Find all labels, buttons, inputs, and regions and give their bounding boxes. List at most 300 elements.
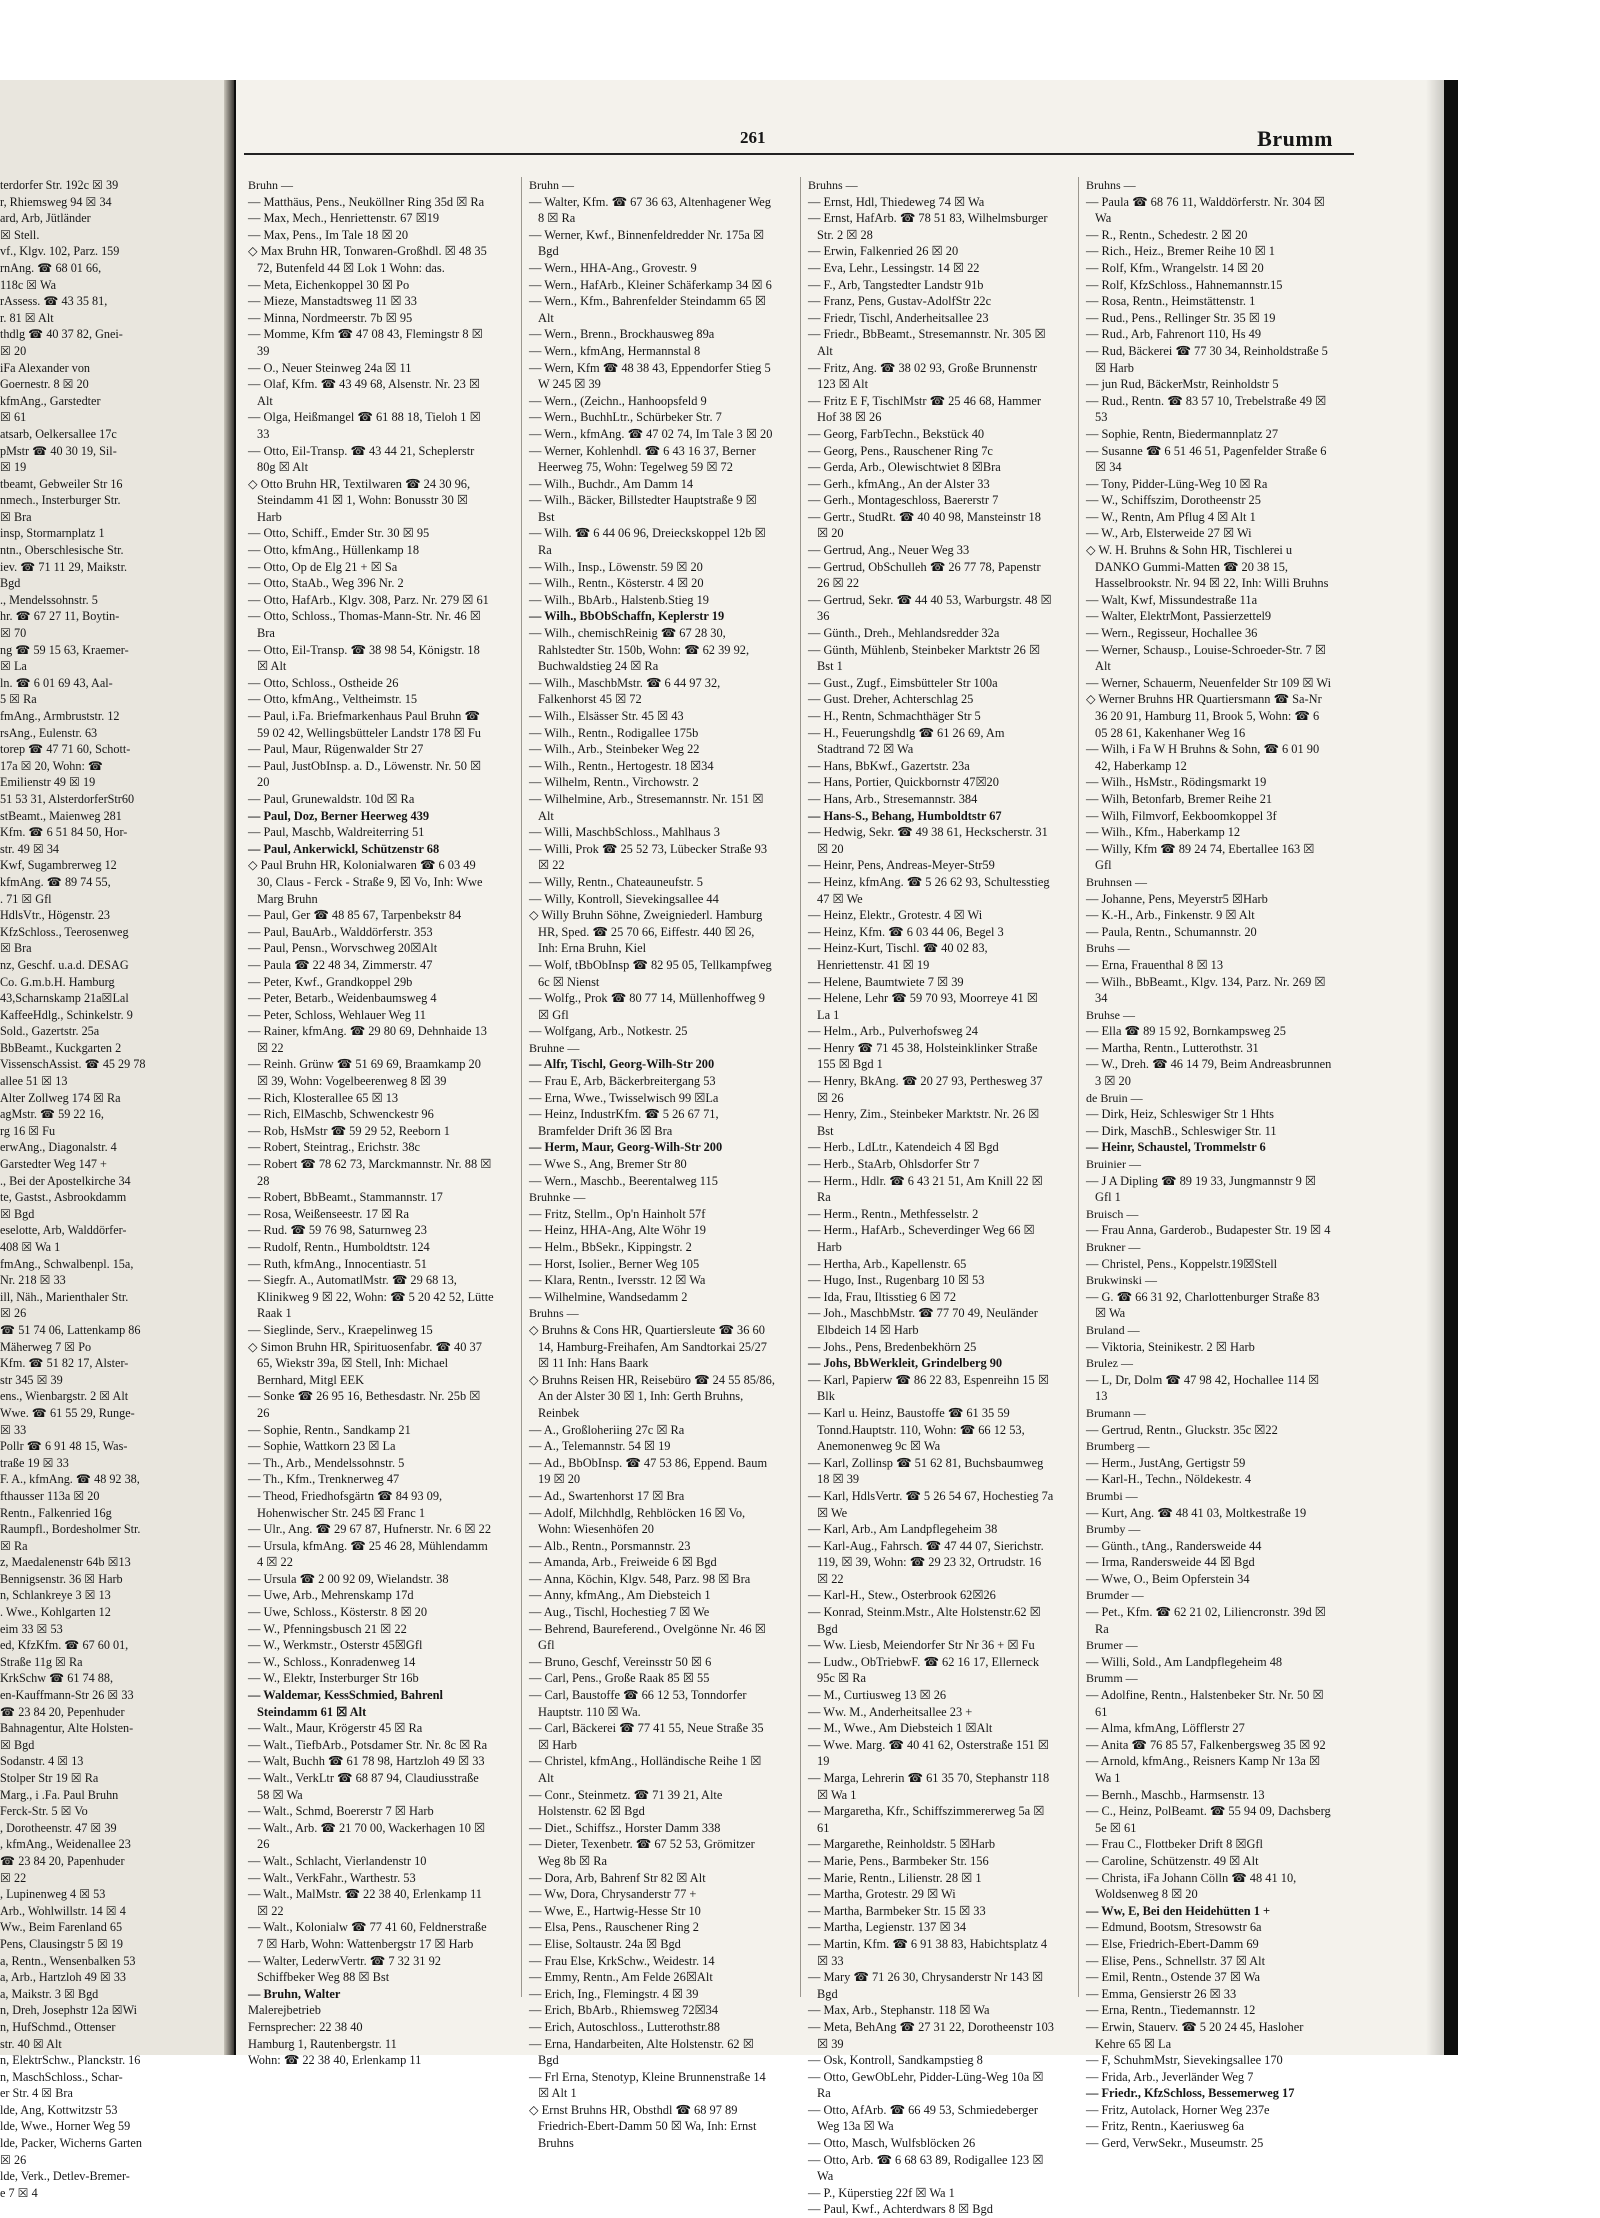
directory-entry: ◇ Ernst Bruhns HR, Obsthdl ☎ 68 97 89 Friedrich-Ebert-Damm 50 ☒ Wa, Inh: Ernst Bruhns — [529, 2102, 757, 2151]
directory-column-3 — [808, 177, 1054, 2218]
directory-entry: — Heinz, HHA-Ang, Alte Wöhr 19 — [529, 1223, 706, 1238]
directory-entry: — Karl-H., Stew., Osterbrook 62☒26 — [808, 1588, 996, 1603]
directory-entry: — Alma, kfmAng, Löfflerstr 27 — [1086, 1721, 1245, 1736]
directory-entry: torep ☎ 47 71 60, Schott- — [0, 742, 131, 757]
directory-entry: — H., Feuerungshdlg ☎ 61 26 69, Am Stadtrand 72 ☒ Wa — [808, 725, 1005, 757]
directory-entry: — Martin, Kfm. ☎ 6 91 38 83, Habichtsplatz 4 ☒ 33 — [808, 1936, 1048, 1968]
directory-entry: — Alb., Rentn., Porsmannstr. 23 — [529, 1538, 691, 1553]
directory-entry: nmech., Insterburger Str. — [0, 493, 121, 508]
directory-entry: — Werner, Schausp., Louise-Schroeder-Str. 7 ☒ Alt — [1086, 642, 1327, 674]
surname-heading: Brukwinski — — [1086, 1273, 1158, 1288]
directory-entry: — Th., Kfm., Trenknerweg 47 — [248, 1472, 400, 1487]
directory-entry: str. 49 ☒ 34 — [0, 841, 60, 856]
directory-entry: — Helene, Lehr ☎ 59 70 93, Moorreye 41 ☒ La 1 — [808, 991, 1038, 1022]
directory-entry: — Otto, StaAb., Weg 396 Nr. 2 — [248, 576, 404, 591]
directory-entry: — W., Werkmstr., Osterstr 45☒Gfl — [248, 1638, 423, 1653]
directory-entry: — Erna, Rentn., Tiedemannstr. 12 — [1086, 2003, 1256, 2018]
directory-entry: — Ida, Frau, Iltisstieg 6 ☒ 72 — [808, 1289, 957, 1304]
directory-entry: — Anita ☎ 76 85 57, Falkenbergsweg 35 ☒ 92 — [1086, 1737, 1326, 1752]
directory-entry: — Wilhelmine, Wandsedamm 2 — [529, 1289, 688, 1304]
surname-heading: Brumbi — — [1086, 1488, 1138, 1503]
directory-entry: — Wilhelm, Rentn., Virchowstr. 2 — [529, 775, 699, 790]
directory-entry: KaffeeHdlg., Schinkelstr. 9 — [0, 1007, 133, 1022]
directory-entry: e 7 ☒ 4 — [0, 2185, 38, 2200]
directory-entry: ◇ Willy Bruhn Söhne, Zweigniederl. Hamburg HR, Sped. ☎ 25 70 66, Eiffestr. 440 ☒ 26, Inh: Erna Bruhn, Kiel — [529, 908, 763, 956]
directory-entry: Stolper Str 19 ☒ Ra — [0, 1771, 99, 1785]
directory-entry: — Wilh., chemischReinig ☎ 67 28 30, Rahlstedter Str. 150b, Wohn: ☎ 62 39 92, Buchwaldstieg 24 ☒ Ra — [529, 626, 750, 674]
directory-entry: — Georg, Pens., Rauschener Ring 7c — [808, 443, 993, 458]
directory-entry: — Wern., kfmAng, Hermannstal 8 — [529, 343, 701, 358]
directory-entry: — Wolf, tBbObInsp ☎ 82 95 05, Tellkampfweg 6c ☒ Nienst — [529, 957, 772, 989]
directory-entry: — Max, Pens., Im Tale 18 ☒ 20 — [248, 227, 409, 242]
directory-entry: — Elise, Pens., Schnellstr. 37 ☒ Alt — [1086, 1953, 1266, 1968]
directory-entry: — Hans, Portier, Quickbornstr 47☒20 — [808, 775, 999, 790]
directory-entry: — Emil, Rentn., Ostende 37 ☒ Wa — [1086, 1970, 1261, 1985]
directory-entry: — Sieglinde, Serv., Kraepelinweg 15 — [248, 1322, 433, 1337]
directory-entry: Kwf, Sugambrerweg 12 — [0, 858, 117, 873]
directory-entry: — Herm, Maur, Georg-Wilh-Str 200 — [529, 1140, 723, 1155]
directory-entry: — Otto, Op de Elg 21 + ☒ Sa — [248, 559, 398, 574]
directory-entry: — Wilh., BbBeamt., Klgv. 134, Parz. Nr. 269 ☒ 34 — [1086, 974, 1326, 1006]
directory-entry: — Hedwig, Sekr. ☎ 49 38 61, Heckscherstr. 31 ☒ 20 — [808, 825, 1048, 856]
directory-entry: — Karl-H., Techn., Nöldekestr. 4 — [1086, 1472, 1252, 1487]
directory-entry: rsAng., Eulenstr. 63 — [0, 725, 98, 740]
directory-entry: HdlsVtr., Högenstr. 23 — [0, 908, 111, 923]
directory-entry: ., Bei der Apostelkirche 34 — [0, 1173, 131, 1188]
directory-entry: — Wern, Kfm ☎ 48 38 43, Eppendorfer Stieg 5 W 245 ☒ 39 — [529, 360, 771, 392]
directory-entry: iev. ☎ 71 11 29, Maikstr. — [0, 559, 128, 574]
directory-entry: — Carl, Bäckerei ☎ 77 41 55, Neue Straße 35 ☒ Harb — [529, 1721, 764, 1752]
directory-entry: — Günth, Mühlenb, Steinbeker Marktstr 26 ☒ Bst 1 — [808, 642, 1041, 674]
directory-entry: — Wwe. Marg. ☎ 40 41 62, Osterstraße 151 ☒ 19 — [808, 1737, 1049, 1769]
directory-entry: — Edmund, Bootsm, Stresowstr 6a — [1086, 1920, 1262, 1935]
surname-heading: Brumberg — — [1086, 1439, 1150, 1454]
directory-entry: fmAng., Schwalbenpl. 15a, — [0, 1256, 134, 1271]
directory-entry: — Wilh., Insp., Löwenstr. 59 ☒ 20 — [529, 559, 703, 574]
directory-entry: — Heinz, Kfm. ☎ 6 03 44 06, Begel 3 — [808, 924, 1004, 939]
directory-entry: — Martha, Legienstr. 137 ☒ 34 — [808, 1920, 967, 1935]
directory-entry: — Ursula ☎ 2 00 92 09, Wielandstr. 38 — [248, 1571, 449, 1586]
directory-entry: — Herm., JustAng, Gertigstr 59 — [1086, 1455, 1246, 1470]
directory-entry: — Paul, Maschb, Waldreiterring 51 — [248, 825, 425, 840]
directory-entry: ln. ☎ 6 01 69 43, Aal- — [0, 675, 113, 690]
directory-entry: — Walt., Schmd, Boererstr 7 ☒ Harb — [248, 1804, 434, 1819]
directory-entry: — Minna, Nordmeerstr. 7b ☒ 95 — [248, 310, 413, 325]
directory-entry: ☒ La — [0, 659, 27, 674]
directory-entry: tbeamt, Gebweiler Str 16 — [0, 476, 123, 491]
directory-entry: r. 81 ☒ Alt — [0, 310, 54, 325]
directory-entry: — Otto, HafArb., Klgv. 308, Parz. Nr. 279 ☒ 61 — [248, 592, 489, 607]
directory-entry: Garstedter Weg 147 + — [0, 1157, 107, 1172]
directory-entry: — Karl, HdlsVertr. ☎ 5 26 54 67, Hochestieg 7a ☒ We — [808, 1488, 1054, 1520]
directory-entry: — Heinz, Elektr., Grotestr. 4 ☒ Wi — [808, 908, 983, 923]
directory-entry: — Wern., Brenn., Brockhausweg 89a — [529, 327, 715, 342]
directory-entry: — Wilh., MaschbMstr. ☎ 6 44 97 32, Falkenhorst 45 ☒ 72 — [529, 675, 721, 707]
surname-heading: Brumer — — [1086, 1638, 1138, 1653]
directory-entry: — Karl-Aug., Fahrsch. ☎ 47 44 07, Sierichstr. 119, ☒ 39, Wohn: ☎ 29 23 32, Ortrudstr. 16 ☒ 22 — [808, 1538, 1044, 1586]
directory-entry: ☒ 22 — [0, 1870, 27, 1885]
surname-heading: Brumby — — [1086, 1522, 1141, 1537]
directory-entry: — Henry, Zim., Steinbeker Marktstr. Nr. 26 ☒ Bst — [808, 1107, 1040, 1138]
directory-entry: — Waldemar, KessSchmied, Bahrenl Steindamm 61 ☒ Alt — [248, 1688, 443, 1719]
directory-entry: — Paula ☎ 22 48 34, Zimmerstr. 47 — [248, 957, 433, 972]
surname-heading: Brukner — — [1086, 1240, 1141, 1254]
directory-entry: ☒ 20 — [0, 343, 27, 358]
directory-entry: . Wwe., Kohlgarten 12 — [0, 1605, 111, 1620]
directory-entry: ☒ 26 — [0, 1306, 27, 1321]
directory-entry: — Dirk, MaschB., Schleswiger Str. 11 — [1086, 1123, 1277, 1138]
directory-entry: — Reinh. Grünw ☎ 51 69 69, Braamkamp 20 ☒ 39, Wohn: Vogelbeerenweg 8 ☒ 39 — [248, 1057, 481, 1089]
directory-entry: — Frau Anna, Garderob., Budapester Str. 19 ☒ 4 — [1086, 1223, 1331, 1238]
directory-entry: — Rainer, kfmAng. ☎ 29 80 69, Dehnhaide 13 ☒ 22 — [248, 1024, 487, 1055]
directory-entry: — Matthäus, Pens., Neuköllner Ring 35d ☒ Ra — [248, 194, 485, 209]
directory-entry: — Frau C., Flottbeker Drift 8 ☒Gfl — [1086, 1837, 1263, 1852]
directory-entry: — Rud. ☎ 59 76 98, Saturnweg 23 — [248, 1223, 427, 1238]
directory-entry: — Otto, GewObLehr, Pidder-Lüng-Weg 10a ☒ Ra — [808, 2069, 1044, 2101]
directory-entry: Rentn., Falkenried 16g — [0, 1505, 112, 1520]
directory-entry: — Ulr., Ang. ☎ 29 67 87, Hufnerstr. Nr. 6 ☒ 22 — [248, 1522, 492, 1537]
directory-entry: z, Maedalenenstr 64b ☒13 — [0, 1555, 131, 1570]
directory-entry: — Walt., TiefbArb., Potsdamer Str. Nr. 8c ☒ Ra — [248, 1737, 488, 1752]
directory-entry: lde, Wwe., Horner Weg 59 — [0, 2119, 131, 2134]
directory-entry: — Günth., tAng., Randersweide 44 — [1086, 1538, 1262, 1553]
directory-entry: — Diet., Schiffsz., Horster Damm 338 — [529, 1820, 721, 1835]
directory-entry: Fernsprecher: 22 38 40 — [248, 2019, 363, 2034]
directory-entry: — Herm., Hdlr. ☎ 6 43 21 51, Am Knill 22 ☒ Ra — [808, 1173, 1043, 1205]
directory-entry: — Ww, Dora, Chrysanderstr 77 + — [529, 1887, 697, 1902]
directory-entry: — Georg, FarbTechn., Bekstück 40 — [808, 426, 985, 441]
directory-entry: Kfm. ☎ 51 82 17, Alster- — [0, 1356, 129, 1371]
directory-entry: — Robert, Steintrag., Erichstr. 38c — [248, 1140, 421, 1155]
directory-entry: — Marga, Lehrerin ☎ 61 35 70, Stephanstr 118 ☒ Wa 1 — [808, 1771, 1050, 1802]
directory-entry: — Frau Else, KrkSchw., Weidestr. 14 — [529, 1953, 715, 1968]
directory-entry: — L, Dr, Dolm ☎ 47 98 42, Hochallee 114 ☒ 13 — [1086, 1372, 1320, 1404]
directory-entry: — Paul, Kwf., Achterdwars 8 ☒ Bgd — [808, 2202, 993, 2217]
directory-entry: — Momme, Kfm ☎ 47 08 43, Flemingstr 8 ☒ 39 — [248, 327, 483, 358]
directory-entry: — Fritz, Ang. ☎ 38 02 93, Große Brunnenstr 123 ☒ Alt — [808, 360, 1038, 392]
directory-entry: — Wern., (Zeichn., Hanhoopsfeld 9 — [529, 393, 707, 408]
surname-heading: Bruhne — — [529, 1040, 580, 1055]
directory-entry: — Rud., Arb, Fahrenort 110, Hs 49 — [1086, 327, 1262, 342]
directory-entry: — Friedr, Tischl, Anderheitsallee 23 — [808, 310, 989, 325]
directory-entry: ◇ Simon Bruhn HR, Spirituosenfabr. ☎ 40 37 65, Wiekstr 39a, ☒ Stell, Inh: Michael Bernhard, Mitgl EEK — [248, 1339, 482, 1387]
directory-entry: — Otto, kfmAng., Hüllenkamp 18 — [248, 543, 420, 558]
directory-entry: — Otto, Schloss., Thomas-Mann-Str. Nr. 46 ☒ Bra — [248, 609, 481, 641]
directory-entry: — Walt., Arb. ☎ 21 70 00, Wackerhagen 10 ☒ 26 — [248, 1820, 486, 1852]
directory-entry: — Carl, Baustoffe ☎ 66 12 53, Tonndorfer Hauptstr. 110 ☒ Wa. — [529, 1688, 747, 1719]
directory-entry: — Paul, Maur, Rügenwalder Str 27 — [248, 742, 424, 757]
directory-column-2 — [529, 177, 775, 2152]
directory-entry: — Otto, Arb. ☎ 6 68 63 89, Rodigallee 123 ☒ Wa — [808, 2152, 1044, 2184]
directory-entry: — Martha, Barmbeker Str. 15 ☒ 33 — [808, 1903, 986, 1918]
directory-entry: — J A Dipling ☎ 89 19 33, Jungmannstr 9 ☒ Gfl 1 — [1086, 1173, 1316, 1205]
directory-entry: — Eva, Lehr., Lessingstr. 14 ☒ 22 — [808, 260, 980, 275]
directory-entry: KrkSchw ☎ 61 74 88, — [0, 1671, 114, 1686]
directory-entry: iFa Alexander von — [0, 360, 91, 375]
directory-entry: — Ella ☎ 89 15 92, Bornkampsweg 25 — [1086, 1024, 1286, 1039]
directory-entry: — Elsa, Pens., Rauschener Ring 2 — [529, 1920, 700, 1935]
directory-entry: — Gertr., StudRt. ☎ 40 40 98, Mansteinstr 18 ☒ 20 — [808, 509, 1041, 541]
directory-entry: — Rob, HsMstr ☎ 59 29 52, Reeborn 1 — [248, 1123, 450, 1138]
directory-entry: — Hans, BbKwf., Gazertstr. 23a — [808, 758, 970, 773]
directory-entry: — Christa, iFa Johann Cölln ☎ 48 41 10, Woldsenweg 8 ☒ 20 — [1086, 1870, 1297, 1902]
column-divider — [1078, 177, 1079, 1997]
surname-heading: Bruinier — — [1086, 1157, 1141, 1172]
directory-entry: n, Dreh, Josephstr 12a ☒Wi — [0, 2003, 138, 2018]
directory-entry: — Wern., HafArb., Kleiner Schäferkamp 34 ☒ 6 — [529, 277, 772, 292]
directory-entry: Bgd — [0, 576, 21, 591]
directory-entry: — Ad., BbObInsp. ☎ 47 53 86, Eppend. Baum 19 ☒ 20 — [529, 1455, 768, 1487]
directory-entry: — Heinr, Pens, Andreas-Meyer-Str59 — [808, 858, 995, 873]
surname-heading: Bruhse — — [1086, 1007, 1135, 1022]
directory-entry: — Osk, Kontroll, Sandkampstieg 8 — [808, 2053, 983, 2068]
directory-entry: — Heinz, kfmAng. ☎ 5 26 62 93, Schultesstieg 47 ☒ We — [808, 874, 1050, 906]
directory-entry: — Caroline, Schützenstr. 49 ☒ Alt — [1086, 1853, 1259, 1868]
directory-entry: Bahnagentur, Alte Holsten- — [0, 1721, 134, 1736]
directory-entry: — Otto, Eil-Transp. ☎ 38 98 54, Königstr. 18 ☒ Alt — [248, 642, 480, 674]
directory-entry: r, Rhiemsweg 94 ☒ 34 — [0, 194, 112, 209]
surname-heading: Bruhnsen — — [1086, 874, 1147, 889]
directory-entry: — Erich, BbArb., Rhiemsweg 72☒34 — [529, 2003, 719, 2018]
directory-entry: — Ww. Liesb, Meiendorfer Str Nr 36 + ☒ Fu — [808, 1638, 1035, 1653]
directory-entry: — Karl, Arb., Am Landpflegeheim 38 — [808, 1522, 998, 1537]
directory-entry: a, Rentn., Wensenbalken 53 — [0, 1953, 136, 1968]
directory-entry: — Heinr, Schaustel, Trommelstr 6 — [1086, 1140, 1266, 1155]
directory-entry: — Erna, Handarbeiten, Alte Holstenstr. 62 ☒ Bgd — [529, 2036, 754, 2068]
directory-entry: — Paula ☎ 68 76 11, Walddörferstr. Nr. 304 ☒ Wa — [1086, 194, 1325, 226]
book-gutter — [224, 80, 234, 2055]
directory-entry: lde, Ang, Kottwitzstr 53 — [0, 2102, 118, 2117]
directory-entry: — Gerd, VerwSekr., Museumstr. 25 — [1086, 2136, 1264, 2151]
directory-entry: — Helene, Baumtwiete 7 ☒ 39 — [808, 974, 964, 989]
directory-entry: — Friedr., KfzSchloss, Bessemerweg 17 — [1086, 2086, 1295, 2101]
directory-entry: — Gertrud, Ang., Neuer Weg 33 — [808, 543, 970, 558]
directory-entry: n, MaschSchloss., Schar- — [0, 2069, 123, 2084]
surname-heading: Brumann — — [1086, 1405, 1146, 1420]
directory-entry: — Erwin, Stauerv. ☎ 5 20 24 45, Hasloher Kehre 65 ☒ La — [1086, 2019, 1304, 2051]
directory-entry: — Walt., Maur, Krögerstr 45 ☒ Ra — [248, 1721, 423, 1736]
directory-entry: — Herm., HafArb., Scheverdinger Weg 66 ☒ Harb — [808, 1223, 1035, 1254]
directory-entry: — Wilh., Kfm., Haberkamp 12 — [1086, 825, 1241, 840]
directory-entry: — Frau E, Arb, Bäckerbreitergang 53 — [529, 1074, 716, 1089]
directory-entry: — Henry ☎ 71 45 38, Holsteinklinker Straße 155 ☒ Bgd 1 — [808, 1040, 1038, 1072]
directory-entry: — Herb., LdLtr., Katendeich 4 ☒ Bgd — [808, 1140, 999, 1155]
directory-entry: — Alfr, Tischl, Georg-Wilh-Str 200 — [529, 1057, 715, 1072]
directory-entry: — Anny, kfmAng., Am Diebsteich 1 — [529, 1588, 711, 1603]
directory-entry: — Wilh., Arb., Steinbeker Weg 22 — [529, 742, 700, 757]
directory-entry: — Peter, Schloss, Wehlauer Weg 11 — [248, 1007, 426, 1022]
directory-entry: — Gerh., Montageschloss, Baererstr 7 — [808, 493, 999, 508]
directory-entry: — G. ☎ 66 31 92, Charlottenburger Straße 83 ☒ Wa — [1086, 1289, 1320, 1321]
directory-entry: — Mieze, Manstadtsweg 11 ☒ 33 — [248, 294, 417, 309]
directory-entry: — Paul, Grunewaldstr. 10d ☒ Ra — [248, 791, 415, 806]
directory-entry: — Wilh, i Fa W H Bruhns & Sohn, ☎ 6 01 90 42, Haberkamp 12 — [1086, 742, 1320, 773]
directory-entry: — Fritz, Stellm., Op'n Hainholt 57f — [529, 1206, 706, 1221]
directory-entry: — Th., Arb., Mendelssohnstr. 5 — [248, 1455, 405, 1470]
directory-entry: — Behrend, Baureferend., Ovelgönne Nr. 46 ☒ Gfl — [529, 1621, 766, 1653]
directory-entry: , Dorotheenstr. 47 ☒ 39 — [0, 1820, 117, 1835]
directory-entry: a, Arb., Hartzloh 49 ☒ 33 — [0, 1970, 127, 1985]
directory-entry: — Willy, Rentn., Chateauneufstr. 5 — [529, 874, 703, 889]
directory-entry: lde, Packer, Wicherns Garten — [0, 2136, 142, 2151]
directory-entry: — Kurt, Ang. ☎ 48 41 03, Moltkestraße 19 — [1086, 1505, 1307, 1520]
directory-entry: 43,Scharnskamp 21a☒Lal — [0, 991, 129, 1006]
directory-entry: . 71 ☒ Gfl — [0, 891, 52, 906]
directory-entry: — Wilh., BbObSchaffn, Keplerstr 19 — [529, 609, 725, 624]
directory-entry: Ferck-Str. 5 ☒ Vo — [0, 1804, 88, 1819]
directory-entry: — Bruhn, Walter — [248, 1986, 341, 2001]
directory-entry: er Str. 4 ☒ Bra — [0, 2086, 73, 2101]
directory-entry: — Walt., MalMstr. ☎ 22 38 40, Erlenkamp 11 ☒ 22 — [248, 1887, 483, 1918]
directory-column-1 — [248, 177, 494, 2069]
directory-entry: — Rud., Pens., Rellinger Str. 35 ☒ 19 — [1086, 310, 1276, 325]
directory-entry: n, Schlankreye 3 ☒ 13 — [0, 1588, 111, 1603]
directory-entry: — W., Schiffszim, Dorotheenstr 25 — [1086, 493, 1261, 508]
directory-entry: — Franz, Pens, Gustav-AdolfStr 22c — [808, 294, 992, 309]
directory-entry: — Arnold, kfmAng., Reisners Kamp Nr 13a ☒ Wa 1 — [1086, 1754, 1321, 1785]
directory-entry: — Christel, kfmAng., Holländische Reihe 1 ☒ Alt — [529, 1754, 762, 1785]
directory-entry: — Ruth, kfmAng., Innocentiastr. 51 — [248, 1256, 427, 1271]
directory-entry: VissenschAssist. ☎ 45 29 78 — [0, 1057, 146, 1072]
directory-entry: — Dieter, Texenbetr. ☎ 67 52 53, Grömitzer Weg 8b ☒ Ra — [529, 1837, 755, 1868]
directory-entry: — Marie, Pens., Barmbeker Str. 156 — [808, 1853, 989, 1868]
directory-entry: ☎ 23 84 20, Pepenhuder — [0, 1704, 125, 1719]
directory-entry: Wohn: ☎ 22 38 40, Erlenkamp 11 — [248, 2053, 422, 2068]
directory-entry: insp, Stormarnplatz 1 — [0, 526, 105, 541]
surname-heading: de Bruin — — [1086, 1090, 1143, 1105]
directory-entry: — Adolfine, Rentn., Halstenbeker Str. Nr. 50 ☒ 61 — [1086, 1688, 1324, 1719]
directory-entry: — Elise, Soltaustr. 24a ☒ Bgd — [529, 1936, 681, 1951]
directory-entry: kfmAng. ☎ 89 74 55, — [0, 874, 111, 889]
directory-entry: Kfm. ☎ 6 51 84 50, Hor- — [0, 825, 128, 840]
directory-entry: — Otto, Eil-Transp. ☎ 43 44 21, Scheplerstr 80g ☒ Alt — [248, 443, 475, 475]
directory-entry: 5 ☒ Ra — [0, 692, 37, 707]
directory-entry: — Conr., Steinmetz. ☎ 71 39 21, Alte Holstenstr. 62 ☒ Bgd — [529, 1787, 723, 1819]
directory-entry: Ww., Beim Farenland 65 — [0, 1920, 123, 1935]
directory-entry: — Otto, Schloss., Ostheide 26 — [248, 675, 399, 690]
directory-entry: — Wilh, Betonfarb, Bremer Reihe 21 — [1086, 791, 1273, 806]
directory-entry: — Johs., Pens, Bredenbekhörn 25 — [808, 1339, 977, 1354]
surname-heading: Brulez — — [1086, 1356, 1133, 1371]
directory-entry: ☒ 26 — [0, 2152, 27, 2167]
directory-entry: — Wern., kfmAng. ☎ 47 02 74, Im Tale 3 ☒ 20 — [529, 426, 773, 441]
directory-entry: ☒ 19 — [0, 460, 27, 475]
directory-entry: — Wilh., Buchdr., Am Damm 14 — [529, 476, 694, 491]
directory-entry: Mäherweg 7 ☒ Po — [0, 1339, 92, 1354]
directory-entry: — Rud, Bäckerei ☎ 77 30 34, Reinholdstraße 5 ☒ Harb — [1086, 343, 1328, 375]
surname-heading: Bruhnke — — [529, 1190, 586, 1205]
directory-entry: — Wern., Maschb., Beerentalweg 115 — [529, 1173, 718, 1188]
directory-entry: n, HufSchmd., Ottenser — [0, 2019, 116, 2034]
directory-entry: — Peter, Betarb., Weidenbaumsweg 4 — [248, 991, 437, 1006]
directory-entry: — Sophie, Wattkorn 23 ☒ La — [248, 1439, 396, 1454]
directory-entry: — Emmy, Rentn., Am Felde 26☒Alt — [529, 1970, 713, 1985]
surname-heading: Bruhns — — [529, 1306, 579, 1321]
header-rule — [244, 153, 1354, 155]
directory-entry: — Pet., Kfm. ☎ 62 21 02, Liliencronstr. 39d ☒ Ra — [1086, 1605, 1326, 1636]
directory-entry: str. 40 ☒ Alt — [0, 2036, 62, 2051]
directory-entry: — Christel, Pens., Koppelstr.19☒Stell — [1086, 1256, 1278, 1271]
directory-entry: — Sophie, Rentn., Sandkamp 21 — [248, 1422, 411, 1437]
directory-entry: ◇ Bruhns & Cons HR, Quartiersleute ☎ 36 60 14, Hamburg-Freihafen, Am Sandtorkai 25/27 ☒ 11 Inh: Hans Baark — [529, 1322, 767, 1371]
directory-entry: — Rud., Rentn. ☎ 83 57 10, Trebelstraße 49 ☒ 53 — [1086, 393, 1327, 425]
directory-entry: — Rich, ElMaschb, Schwenckestr 96 — [248, 1107, 434, 1122]
directory-entry: ed, KfzKfm. ☎ 67 60 01, — [0, 1638, 129, 1653]
directory-entry: thdlg ☎ 40 37 82, Gnei- — [0, 327, 123, 342]
directory-entry: 118c ☒ Wa — [0, 277, 56, 292]
directory-entry: ◇ Otto Bruhn HR, Textilwaren ☎ 24 30 96, Steindamm 41 ☒ 1, Wohn: Bonusstr 30 ☒ Harb — [248, 476, 471, 524]
directory-entry: — Willy, Kontroll, Sievekingsallee 44 — [529, 891, 719, 906]
directory-entry: — Siegfr. A., AutomatlMstr. ☎ 29 68 13, Klinikweg 9 ☒ 22, Wohn: ☎ 5 20 42 52, Lütte Raak 1 — [248, 1273, 494, 1321]
directory-entry: — Walt., VerkLtr ☎ 68 87 94, Claudiusstraße 58 ☒ Wa — [248, 1771, 479, 1802]
directory-entry: — Rolf, KfzSchloss., Hahnemannstr.15 — [1086, 277, 1283, 292]
directory-entry: — W., Pfenningsbusch 21 ☒ 22 — [248, 1621, 407, 1636]
directory-entry: Co. G.m.b.H. Hamburg — [0, 974, 115, 989]
directory-entry: — Helm., BbSekr., Kippingstr. 2 — [529, 1240, 692, 1254]
directory-entry: — Hans-S., Behang, Humboldtstr 67 — [808, 808, 1002, 823]
directory-entry: — Meta, Eichenkoppel 30 ☒ Po — [248, 277, 410, 292]
directory-entry: — M., Wwe., Am Diebsteich 1 ☒Alt — [808, 1721, 993, 1736]
directory-entry: kfmAng., Garstedter — [0, 393, 101, 408]
surname-heading: Bruhs — — [1086, 941, 1130, 956]
directory-entry: — Wern., BuchhLtr., Schürbeker Str. 7 — [529, 410, 722, 425]
directory-entry: — Rich., Heiz., Bremer Reihe 10 ☒ 1 — [1086, 244, 1276, 259]
surname-heading: Brumder — — [1086, 1588, 1144, 1603]
directory-entry: agMstr. ☎ 59 22 16, — [0, 1107, 104, 1122]
surname-heading: Brumm — — [1086, 1671, 1138, 1686]
directory-entry: — Johanne, Pens, Meyerstr5 ☒Harb — [1086, 891, 1268, 906]
directory-entry: — Wilh., Rentn., Hertogestr. 18 ☒34 — [529, 758, 714, 773]
directory-entry: — Robert, BbBeamt., Stammannstr. 17 — [248, 1190, 443, 1205]
directory-entry: — Johs, BbWerkleit, Grindelberg 90 — [808, 1356, 1003, 1371]
surname-heading: Bruland — — [1086, 1322, 1140, 1337]
surname-heading: Bruisch — — [1086, 1206, 1139, 1221]
directory-entry: ☒ Stell. — [0, 227, 40, 242]
directory-entry: — Günth., Dreh., Mehlandsredder 32a — [808, 626, 1000, 641]
page-number: 261 — [740, 128, 766, 147]
directory-entry: — Otto, AfArb. ☎ 66 49 53, Schmiedeberger Weg 13a ☒ Wa — [808, 2102, 1038, 2134]
directory-entry: — Wolfg., Prok ☎ 80 77 14, Müllenhoffweg 9 ☒ Gfl — [529, 991, 765, 1022]
directory-entry: — K.-H., Arb., Finkenstr. 9 ☒ Alt — [1086, 908, 1255, 923]
directory-entry: — Hertha, Arb., Kapellenstr. 65 — [808, 1256, 967, 1271]
directory-entry: Alter Zollweg 174 ☒ Ra — [0, 1090, 121, 1105]
directory-entry: — Gerh., kfmAng., An der Alster 33 — [808, 476, 990, 491]
directory-entry: — Viktoria, Steinikestr. 2 ☒ Harb — [1086, 1339, 1255, 1354]
directory-entry: — jun Rud, BäckerMstr, Reinholdstr 5 — [1086, 377, 1279, 392]
directory-entry: — Wern., Regisseur, Hochallee 36 — [1086, 626, 1258, 641]
directory-entry: — Aug., Tischl, Hochestieg 7 ☒ We — [529, 1605, 710, 1620]
directory-entry: ☎ 51 74 06, Lattenkamp 86 — [0, 1322, 141, 1337]
directory-entry: — Adolf, Milchhdlg, Rehblöcken 16 ☒ Vo, Wohn: Wiesenhöfen 20 — [529, 1505, 746, 1537]
directory-entry: — F., Arb, Tangstedter Landstr 91b — [808, 277, 984, 292]
directory-entry: — Otto, Schiff., Emder Str. 30 ☒ 95 — [248, 526, 430, 541]
directory-entry: — Karl u. Heinz, Baustoffe ☎ 61 35 59 Tonnd.Hauptstr. 110, Wohn: ☎ 66 12 53, Anemonenweg 9c ☒ Wa — [808, 1405, 1025, 1454]
directory-entry: — Wern., HHA-Ang., Grovestr. 9 — [529, 260, 697, 275]
directory-entry: 17a ☒ 20, Wohn: ☎ — [0, 758, 104, 773]
surname-heading: Bruhns — — [1086, 178, 1136, 192]
left-page-fragment — [0, 80, 232, 2200]
directory-entry: — Hans, Arb., Stresemannstr. 384 — [808, 791, 978, 806]
directory-entry: — Meta, BehAng ☎ 27 31 22, Dorotheenstr 103 ☒ 39 — [808, 2019, 1055, 2051]
directory-entry: — Werner, Kohlenhdl. ☎ 6 43 16 37, Berner Heerweg 75, Wohn: Tegelweg 59 ☒ 72 — [529, 443, 756, 475]
directory-entry: — Bernh., Maschb., Harmsenstr. 13 — [1086, 1787, 1265, 1802]
directory-entry: ☒ 33 — [0, 1422, 27, 1437]
directory-entry: — Otto, Masch, Wulfsblöcken 26 — [808, 2136, 976, 2151]
directory-entry: atsarb, Oelkersallee 17c — [0, 426, 117, 441]
directory-entry: Wwe. ☎ 61 55 29, Runge- — [0, 1405, 135, 1420]
directory-entry: ◇ Werner Bruhns HR Quartiersmann ☎ Sa-Nr 36 20 91, Hamburg 11, Brook 5, Wohn: ☎ 6 05 28 61, Kakenhaner Weg 16 — [1086, 692, 1322, 740]
directory-entry: — Henry, BkAng. ☎ 20 27 93, Perthesweg 37 ☒ 26 — [808, 1074, 1043, 1105]
